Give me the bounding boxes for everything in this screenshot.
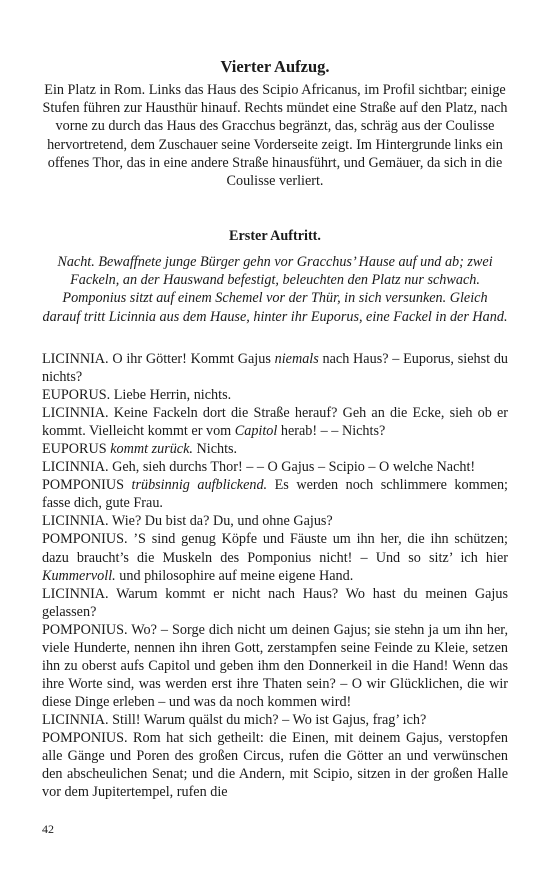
dialogue-text: nach Haus? – Euporus, siehst du nichts? bbox=[42, 351, 509, 386]
page-number: 42 bbox=[42, 822, 54, 836]
dialogue-text: POMPONIUS. Rom hat sich getheilt: die Einen, mit deinem Gajus, verstopfen alle Gänge und Poren des großen Circus, rufen die Götter an und verwünschen den abscheulichen Senat; und die Andern, mit Scipio, sitzen in der großen Halle vor dem Jupitertempel, rufen die bbox=[42, 729, 508, 801]
dialogue-paragraph bbox=[42, 476, 508, 512]
dialogue-block bbox=[42, 350, 508, 801]
dialogue-paragraph bbox=[42, 440, 508, 458]
dialogue-paragraph bbox=[42, 386, 508, 404]
dialogue-text: und philosophire auf meine eigene Hand. bbox=[115, 567, 354, 584]
dialogue-text: LICINNIA. O ihr Götter! Kommt Gajus bbox=[42, 351, 275, 367]
dialogue-text: Nichts. bbox=[192, 441, 238, 458]
stage-aside: Kummervoll. bbox=[42, 567, 116, 584]
stage-aside: niemals bbox=[274, 351, 319, 367]
dialogue-text: LICINNIA. Wie? Du bist da? Du, und ohne Gajus? bbox=[42, 513, 333, 530]
stage-aside: trübsinnig aufblickend. bbox=[131, 477, 268, 494]
dialogue-paragraph bbox=[42, 729, 508, 801]
dialogue-paragraph bbox=[42, 512, 508, 530]
dialogue-text: LICINNIA. Warum kommt er nicht nach Haus? Wo hast du meinen Gajus gelassen? bbox=[42, 585, 508, 620]
dialogue-paragraph bbox=[42, 350, 508, 386]
dialogue-paragraph bbox=[42, 404, 508, 440]
stage-aside: kommt zurück. bbox=[110, 441, 193, 458]
dialogue-text: LICINNIA. Keine Fackeln dort die Straße herauf? Geh an die Ecke, sieh ob er kommt. Vielleicht kommt er vom bbox=[42, 405, 508, 440]
setting-description: Ein Platz in Rom. Links das Haus des Scipio Africanus, im Profil sichtbar; einige Stufen führen zur Hausthür hinauf. Rechts mündet eine Straße auf den Platz, nach vorne zu durch das Haus des Gracchus begränzt, das, schräg aus der Coulisse hervortretend, dem Zuschauer seine Vorderseite zeigt. Im Hintergrunde links ein offenes Thor, das in eine andere Straße hinausführt, und Gemäuer, da sich in die Coulisse verliert. bbox=[42, 82, 508, 190]
dialogue-text: Es werden noch schlimmere kommen; fasse dich, gute Frau. bbox=[42, 477, 508, 512]
dialogue-text: POMPONIUS. Wo? – Sorge dich nicht um deinen Gajus; sie stehn ja um ihn her, viele Hunderte, nennen ihn ihren Gott, zerstampfen seine Feinde zu Kleie, setzen ihn zu oberst aufs Capitol und geben ihm den Donnerkeil in die Hand! Wenn das ihre Worte sind, was werden erst ihre Thaten sein? – O wir Glücklichen, die wir diese Dinge erleben – und was da noch kommen wird! bbox=[42, 621, 508, 710]
dialogue-text: POMPONIUS bbox=[42, 477, 132, 494]
dialogue-paragraph bbox=[42, 711, 508, 729]
dialogue-paragraph bbox=[42, 585, 508, 621]
act-title: Vierter Aufzug. bbox=[220, 57, 330, 76]
dialogue-text: EUPORUS. Liebe Herrin, nichts. bbox=[42, 387, 232, 404]
stage-direction: Nacht. Bewaffnete junge Bürger gehn vor Gracchus’ Hause auf und ab; zwei Fackeln, an der Hauswand befestigt, beleuchten den Platz nur schwach. Pomponius sitzt auf einem Schemel vor der Thür, in sich versunken. Gleich darauf tritt Licinnia aus dem Hause, hinter ihr Euporus, eine Fackel in der Hand. bbox=[42, 254, 508, 325]
dialogue-text: LICINNIA. Still! Warum quälst du mich? – Wo ist Gajus, frag’ ich? bbox=[42, 711, 427, 728]
stage-aside: Capitol bbox=[234, 423, 278, 440]
dialogue-paragraph bbox=[42, 530, 508, 584]
dialogue-text: POMPONIUS. ’S sind genug Köpfe und Fäuste um ihn her, die ihn schützen; dazu braucht’s die Muskeln des Pomponius nicht! – Und so sitz’ ich hier bbox=[42, 531, 508, 566]
dialogue-text: EUPORUS bbox=[42, 441, 111, 458]
dialogue-paragraph bbox=[42, 458, 508, 476]
dialogue-text: LICINNIA. Geh, sieh durchs Thor! – – O Gajus – Scipio – O welche Nacht! bbox=[42, 459, 476, 476]
scene-title: Erster Auftritt. bbox=[229, 228, 321, 244]
dialogue-text: herab! – – Nichts? bbox=[277, 423, 386, 440]
dialogue-paragraph bbox=[42, 621, 508, 711]
